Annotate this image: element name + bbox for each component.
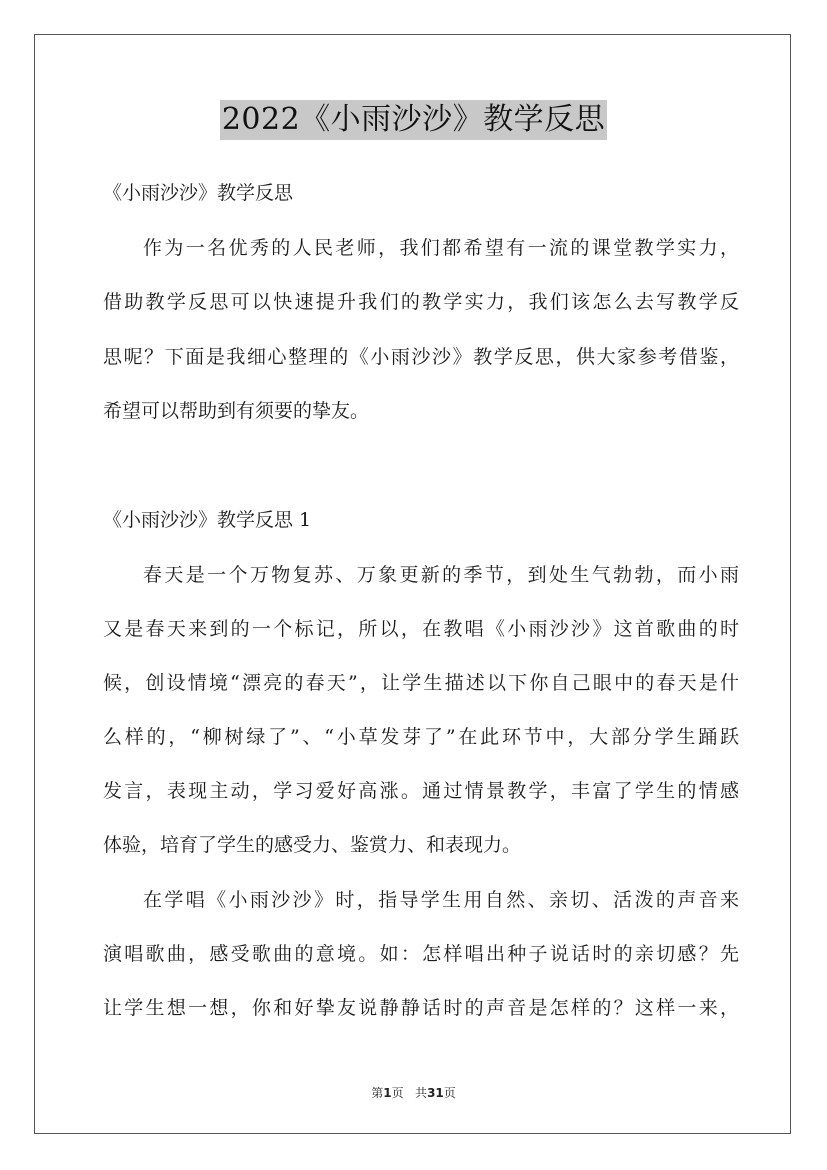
title-container: [0, 100, 827, 140]
intro-line: 希望可以帮助到有须要的挚友。: [103, 400, 370, 422]
footer-total-prefix: 共: [415, 1086, 428, 1100]
section1-heading: 《小雨沙沙》教学反思 1: [103, 509, 312, 531]
para1-line: 体验，培育了学生的感受力、鉴赏力、和表现力。: [103, 834, 522, 856]
footer-total-pages: 31: [427, 1086, 444, 1100]
para2-line: 演唱歌曲，感受歌曲的意境。如：怎样唱出种子说话时的亲切感？先: [103, 943, 739, 965]
intro-line: 借助教学反思可以快速提升我们的教学实力，我们该怎么去写教学反: [103, 291, 739, 313]
para2-line: 让学生想一想，你和好挚友说静静话时的声音是怎样的？这样一来，: [103, 997, 739, 1019]
para1-line: 发言，表现主动，学习爱好高涨。通过情景教学，丰富了学生的情感: [103, 780, 739, 802]
footer-page-suffix: 页: [391, 1086, 404, 1100]
footer-prefix: 第: [371, 1086, 384, 1100]
page-footer: [0, 1084, 827, 1101]
intro-line: 思呢？下面是我细心整理的《小雨沙沙》教学反思，供大家参考借鉴，: [103, 346, 739, 368]
para2-line: 在学唱《小雨沙沙》时，指导学生用自然、亲切、活泼的声音来: [143, 889, 739, 911]
document-title: 2022《小雨沙沙》教学反思: [220, 100, 607, 140]
intro-line: 作为一名优秀的人民老师，我们都希望有一流的课堂教学实力，: [143, 237, 739, 259]
para1-line: 又是春天来到的一个标记，所以，在教唱《小雨沙沙》这首歌曲的时: [103, 618, 739, 640]
para1-line: 春天是一个万物复苏、万象更新的季节，到处生气勃勃，而小雨: [143, 564, 739, 586]
footer-total-suffix: 页: [443, 1086, 456, 1100]
para1-line: 么样的，“柳树绿了”、“小草发芽了”在此环节中，大部分学生踊跃: [103, 726, 739, 748]
footer-page-number: 1: [383, 1086, 392, 1100]
para1-line: 候，创设情境“漂亮的春天”，让学生描述以下你自己眼中的春天是什: [103, 672, 739, 694]
intro-heading: 《小雨沙沙》教学反思: [103, 182, 294, 204]
